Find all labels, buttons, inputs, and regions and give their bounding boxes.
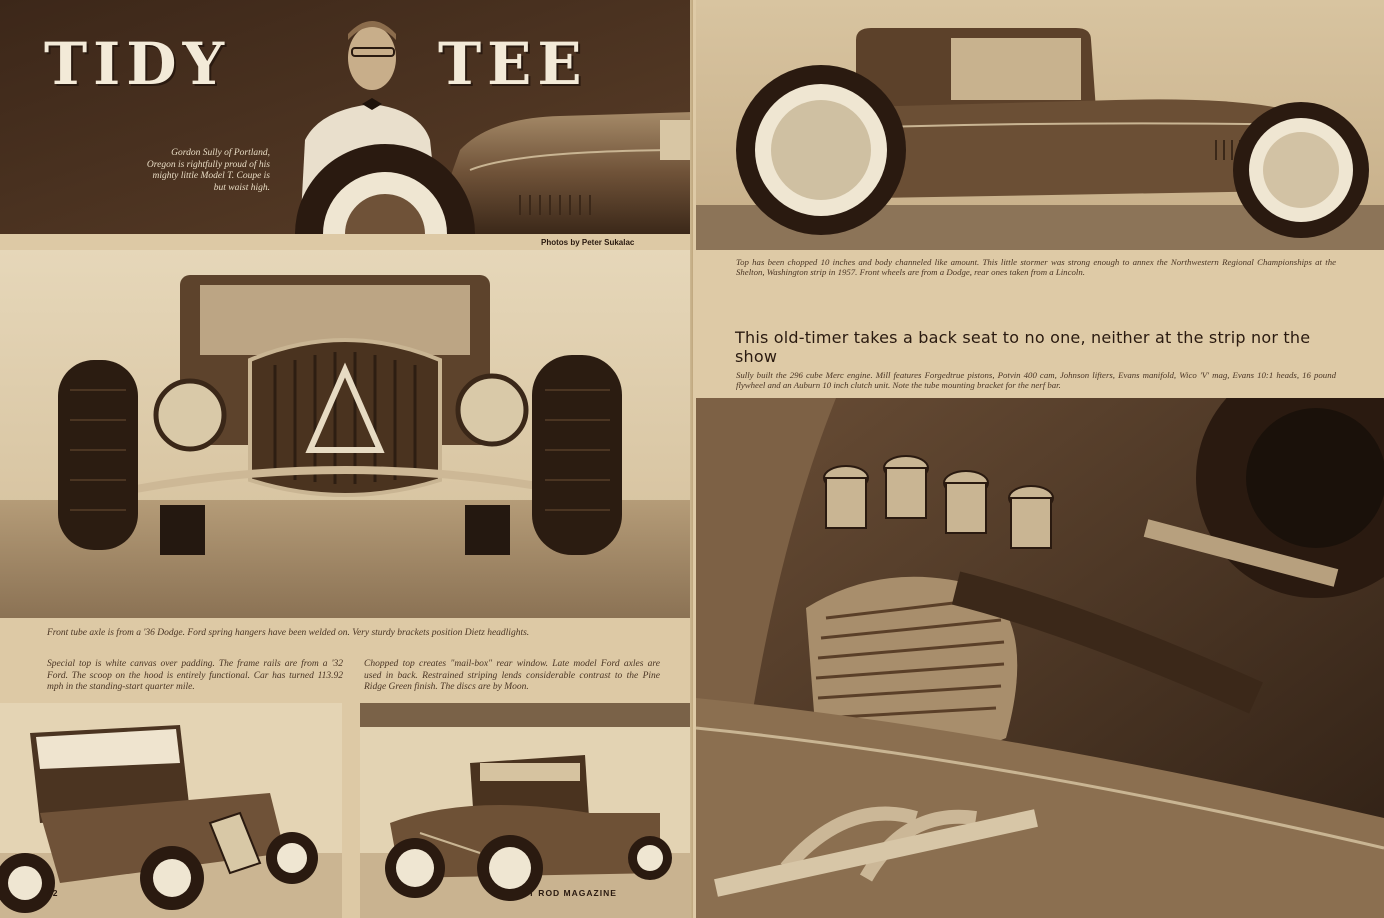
side-caption: Top has been chopped 10 inches and body channeled like amount. This little stormer was strong enough to annex the Northwestern Regional Championships at the Shelton, Washington strip in 1957. Front wheels are from a Dodge, rear ones taken from a Lincoln. xyxy=(736,257,1336,277)
side-profile-photo xyxy=(696,0,1384,250)
page-number: 42 xyxy=(47,888,59,898)
portrait-caption: Gordon Sully of Portland, Oregon is rightfully proud of his mighty little Model T. Coupe is but waist high. xyxy=(146,148,270,193)
side-profile-image xyxy=(696,0,1384,250)
front-view-image xyxy=(0,250,693,618)
article-headline: This old-timer takes a back seat to no one, neither at the strip nor the show xyxy=(735,328,1311,366)
rear-caption: Chopped top creates "mail-box" rear window. Late model Ford axles are used in back. Restrained striping lends considerable contrast to the Pine Ridge Green finish. The discs are by Moon. xyxy=(364,659,660,692)
front-view-photo xyxy=(0,250,693,618)
front-caption: Front tube axle is from a '36 Dodge. Ford spring hangers have been welded on. Very sturdy brackets position Dietz headlights. xyxy=(47,628,530,638)
rear-view-photo xyxy=(360,703,693,918)
engine-caption: Sully built the 296 cube Merc engine. Mill features Forgedtrue pistons, Potvin 400 cam, Johnson lifters, Evans manifold, Wico 'V' mag, Evans 10:1 heads, 16 pound flywheel and an Auburn 10 inch clutch unit. Note the tube mounting bracket for the nerf bar. xyxy=(736,370,1336,390)
photo-credit: Photos by Peter Sukalac xyxy=(541,238,635,247)
rear-view-image xyxy=(360,703,693,918)
three-quarter-image xyxy=(0,703,342,918)
top-caption: Special top is white canvas over padding. The frame rails are from a '32 Ford. The scoop on the hood is entirely functional. Car has turned 113.92 mph in the standing-start quarter mile. xyxy=(47,659,343,692)
engine-image xyxy=(696,398,1384,918)
magazine-name: HOT ROD MAGAZINE xyxy=(514,888,617,898)
right-page xyxy=(693,0,1384,918)
three-quarter-photo xyxy=(0,703,342,918)
title-tee: TEE xyxy=(438,30,588,98)
engine-photo xyxy=(696,398,1384,918)
title-tidy: TIDY xyxy=(44,30,230,98)
